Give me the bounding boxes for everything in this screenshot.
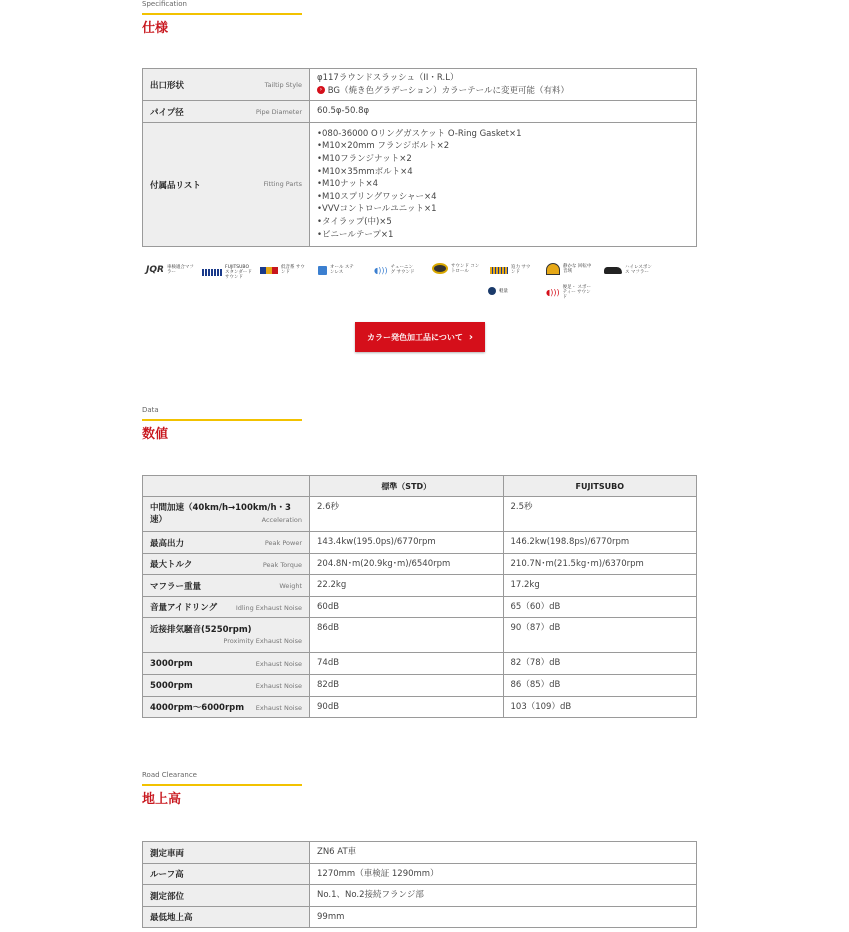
sound-icon: 低音系 サウンド — [260, 265, 305, 275]
clearance-heading: 地上高 — [142, 792, 182, 807]
table-row — [143, 575, 697, 597]
row-label-en: Exhaust Noise — [255, 682, 302, 690]
list-item: •M10フランジナット×2 — [317, 154, 412, 165]
row-value: 65（60）dB — [503, 597, 697, 618]
data-heading-en: Data — [142, 406, 159, 414]
spec-heading-en: Specification — [142, 0, 187, 8]
table-row — [143, 697, 697, 718]
list-item: •M10×35mmボルト×4 — [317, 166, 413, 177]
col-std: 標準（STD） — [310, 476, 504, 497]
table-row — [143, 864, 697, 885]
data-underline — [142, 419, 302, 421]
row-label: 測定車両 — [150, 848, 185, 859]
row-label: 付属品リスト — [150, 180, 201, 191]
row-value: 204.8N･m(20.9kg･m)/6540rpm — [310, 554, 504, 575]
row-label-en: Peak Torque — [262, 561, 302, 569]
data-section — [142, 406, 697, 443]
row-label-en: Idling Exhaust Noise — [235, 604, 302, 612]
power-sound-icon: 迫力 サウンド — [490, 265, 531, 275]
list-item: •タイラップ(中)×5 — [317, 216, 392, 227]
clearance-underline — [142, 784, 302, 786]
row-value: 74dB — [310, 653, 504, 675]
row-value: 146.2kw(198.8ps)/6770rpm — [503, 532, 697, 554]
row-value: φ117ラウンドスラッシュ（II・R.L） — [317, 72, 459, 83]
row-label: 中間加速（40km/h→100km/h・3速） — [150, 503, 291, 525]
row-value: No.1、No.2接続フランジ部 — [310, 885, 697, 907]
clearance-table — [142, 841, 697, 928]
table-row — [143, 653, 697, 675]
row-label-en: Acceleration — [261, 516, 302, 524]
feature-icons — [142, 263, 697, 303]
spec-underline — [142, 13, 302, 15]
jqr-icon: JQR 車検適合マフラー — [146, 264, 194, 275]
spec-heading: 仕様 — [142, 21, 169, 36]
row-value: 103（109）dB — [503, 697, 697, 718]
color-finish-button[interactable]: カラー発色加工品について › — [355, 322, 485, 352]
row-label: 4000rpm～6000rpm — [150, 703, 245, 713]
row-label: マフラー重量 — [150, 581, 202, 592]
row-label-en: Weight — [279, 582, 302, 590]
row-value: 86（85）dB — [503, 675, 697, 697]
row-label-en: Exhaust Noise — [255, 704, 302, 712]
row-label-en: Fitting Parts — [263, 180, 302, 188]
car-icon: ハイレスポンス マフラー — [604, 265, 655, 275]
row-label: ルーフ高 — [150, 870, 184, 880]
clearance-heading-en: Road Clearance — [142, 771, 197, 779]
data-table-wrap — [142, 475, 697, 718]
sound-control-icon: サウンド コントロール — [432, 263, 481, 274]
tuning-sound-icon: ◖))) チューニング サウンド — [374, 265, 415, 275]
table-row — [143, 554, 697, 575]
table-row — [143, 101, 697, 123]
row-label-en: Peak Power — [264, 539, 302, 547]
table-row — [143, 532, 697, 554]
row-label: 出口形状 — [150, 80, 185, 91]
sporty-sound-icon: ◖))) 俊足・ スポーティー サウンド — [546, 285, 592, 300]
table-row — [143, 618, 697, 653]
table-row — [143, 497, 697, 532]
row-value: 82（78）dB — [503, 653, 697, 675]
fujitsubo-standard-icon: FUJITSUBO スタンダード サウンド — [202, 265, 253, 280]
row-value: 2.5秒 — [503, 497, 697, 532]
eco-icon: 軽量 — [488, 287, 508, 295]
table-row — [143, 675, 697, 697]
table-row — [143, 123, 697, 247]
row-label-en: Proximity Exhaust Noise — [223, 637, 302, 645]
row-label: 5000rpm — [150, 680, 193, 691]
list-item: •080-36000 Oリングガスケット O-Ring Gasket×1 — [317, 128, 522, 139]
row-label: 音量アイドリング — [150, 603, 218, 613]
table-row — [143, 597, 697, 618]
list-item: •VVVコントロールユニット×1 — [317, 204, 437, 215]
list-item: •ビニールテープ×1 — [317, 229, 394, 240]
row-label: 3000rpm — [150, 658, 193, 669]
spec-table-wrap — [142, 68, 697, 247]
row-value: 60.5φ-50.8φ — [310, 101, 697, 123]
row-value: 22.2kg — [310, 575, 504, 597]
row-label: 測定部位 — [150, 891, 185, 902]
row-value: 17.2kg — [503, 575, 697, 597]
row-value: 90（87）dB — [503, 618, 697, 653]
row-value: 82dB — [310, 675, 504, 697]
row-value: ZN6 AT車 — [310, 842, 697, 864]
data-heading: 数値 — [142, 427, 169, 442]
spec-section — [142, 0, 697, 37]
quiet-icon: 静かな 回転中音域 — [546, 263, 595, 275]
row-value: 1270mm（車検証 1290mm） — [310, 864, 697, 885]
arrow-circle-icon: › — [317, 86, 325, 94]
spec-note: › BG（焼き色グラデーション）カラーテールに変更可能（有料） — [317, 85, 689, 98]
spec-table — [142, 68, 697, 247]
row-value: 90dB — [310, 697, 504, 718]
row-label: 近接排気騒音(5250rpm) — [150, 625, 252, 635]
row-value: 60dB — [310, 597, 504, 618]
row-value: 99mm — [310, 907, 697, 928]
list-item: •M10ナット×4 — [317, 179, 379, 190]
row-label-en: Tailtip Style — [264, 81, 302, 89]
col-fujitsubo: FUJITSUBO — [503, 476, 697, 497]
row-value: 210.7N･m(21.5kg･m)/6370rpm — [503, 554, 697, 575]
row-label: パイプ径 — [150, 107, 184, 118]
table-row — [143, 885, 697, 907]
stainless-icon: オール ステンレス — [318, 265, 354, 275]
clearance-section — [142, 771, 697, 808]
row-value: 86dB — [310, 618, 504, 653]
data-table — [142, 475, 697, 718]
clearance-table-wrap — [142, 841, 697, 928]
row-label: 最高出力 — [150, 538, 185, 549]
row-label-en: Exhaust Noise — [255, 660, 302, 668]
table-row — [143, 842, 697, 864]
table-row — [143, 69, 697, 101]
row-label: 最低地上高 — [150, 913, 193, 923]
table-header — [143, 476, 697, 497]
table-row — [143, 907, 697, 928]
row-value: 143.4kw(195.0ps)/6770rpm — [310, 532, 504, 554]
chevron-right-icon: › — [468, 331, 473, 343]
row-value: 2.6秒 — [310, 497, 504, 532]
row-label-en: Pipe Diameter — [255, 108, 302, 116]
list-item: •M10×20mm フランジボルト×2 — [317, 141, 450, 152]
list-item: •M10スプリングワッシャー×4 — [317, 191, 437, 202]
row-label: 最大トルク — [150, 560, 193, 570]
